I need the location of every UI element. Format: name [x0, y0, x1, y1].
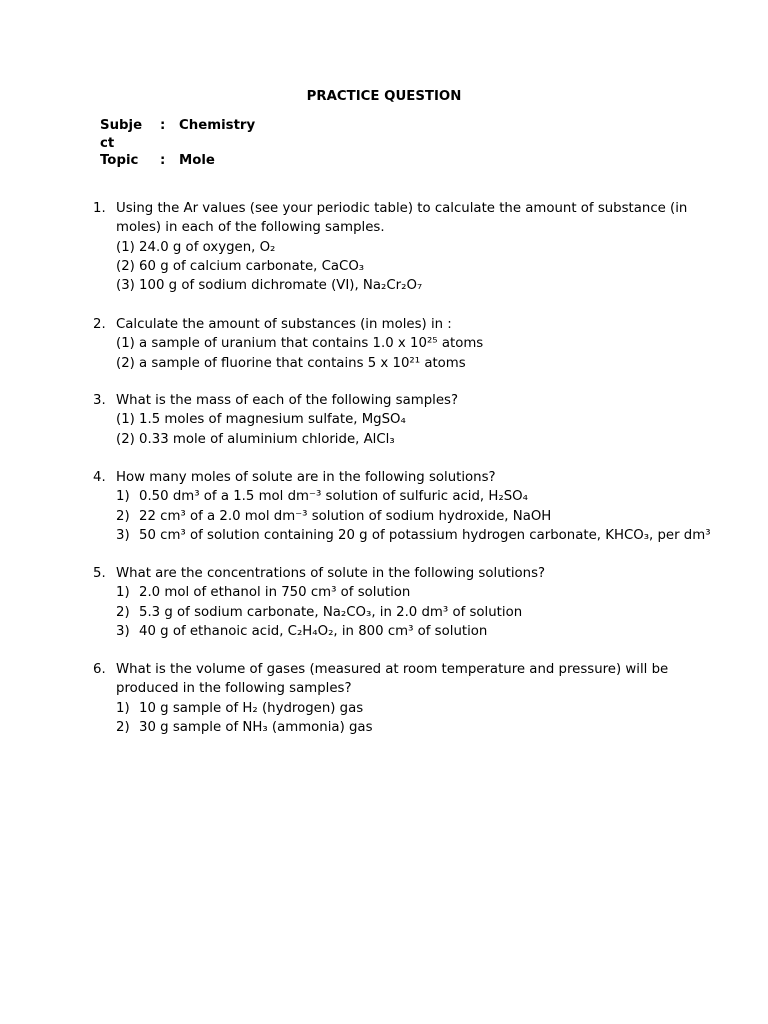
question-3 — [93, 391, 693, 449]
item-number: 2) — [116, 604, 130, 620]
item-text: 22 cm³ of a 2.0 mol dm⁻³ solution of sodium hydroxide, NaOH — [139, 508, 552, 524]
question-1 — [93, 199, 693, 295]
item-text: 5.3 g of sodium carbonate, Na₂CO₃, in 2.0 dm³ of solution — [139, 604, 523, 620]
item-text: 40 g of ethanoic acid, C₂H₄O₂, in 800 cm³ of solution — [139, 623, 488, 639]
question-item: (1) 1.5 moles of magnesium sulfate, MgSO₄ — [116, 412, 406, 428]
question-number: 3. — [93, 393, 106, 408]
question-item: (1) a sample of uranium that contains 1.0 x 10²⁵ atoms — [116, 336, 484, 352]
item-number: 1) — [116, 585, 130, 601]
question-2 — [93, 315, 693, 373]
item-number: 1) — [116, 489, 130, 505]
item-text: 50 cm³ of solution containing 20 g of potassium hydrogen carbonate, KHCO₃, per dm³ — [139, 527, 711, 543]
item-text: 0.50 dm³ of a 1.5 mol dm⁻³ solution of sulfuric acid, H₂SO₄ — [139, 489, 528, 505]
topic-label: Topic — [100, 153, 139, 168]
question-item — [116, 603, 693, 622]
question-text: What is the mass of each of the following samples? — [116, 393, 459, 408]
item-number: 1) — [116, 700, 130, 716]
question-number: 4. — [93, 470, 106, 485]
question-item: (1) 24.0 g of oxygen, O₂ — [116, 239, 276, 255]
item-number: 2) — [116, 719, 130, 735]
question-item: (2) 0.33 mole of aluminium chloride, AlCl₃ — [116, 431, 395, 447]
question-item — [116, 583, 693, 602]
question-text: What are the concentrations of solute in the following solutions? — [116, 566, 546, 581]
question-item: (3) 100 g of sodium dichromate (VI), Na₂Cr₂O₇ — [116, 278, 423, 294]
subject-value: Chemistry — [179, 118, 256, 133]
question-item — [116, 487, 693, 506]
question-number: 5. — [93, 566, 106, 581]
question-text: What is the volume of gases (measured at room temperature and pressure) will be produced in the following samples? — [116, 662, 669, 697]
question-item — [116, 622, 693, 641]
page-title: PRACTICE QUESTION — [306, 89, 462, 104]
item-text: 30 g sample of NH₃ (ammonia) gas — [139, 719, 373, 735]
question-item — [116, 718, 693, 737]
subject-colon: : — [160, 118, 166, 133]
question-text: Using the Ar values (see your periodic table) to calculate the amount of substance (in moles) in each of the following samples. — [116, 201, 688, 236]
question-6 — [93, 660, 693, 737]
question-item — [116, 507, 693, 526]
question-item: (2) a sample of fluorine that contains 5 x 10²¹ atoms — [116, 355, 466, 371]
topic-value: Mole — [179, 153, 215, 168]
topic-colon: : — [160, 153, 166, 168]
question-item: (2) 60 g of calcium carbonate, CaCO₃ — [116, 258, 365, 274]
question-text: Calculate the amount of substances (in moles) in : — [116, 317, 452, 332]
item-text: 2.0 mol of ethanol in 750 cm³ of solution — [139, 585, 411, 601]
item-number: 3) — [116, 527, 130, 543]
question-4 — [93, 468, 711, 545]
question-text: How many moles of solute are in the following solutions? — [116, 470, 496, 485]
item-number: 3) — [116, 623, 130, 639]
question-5 — [93, 564, 693, 641]
question-number: 6. — [93, 662, 106, 677]
question-item — [116, 526, 711, 545]
question-item — [116, 699, 693, 718]
item-number: 2) — [116, 508, 130, 524]
subject-label: Subject — [100, 118, 143, 151]
question-number: 1. — [93, 201, 106, 216]
item-text: 10 g sample of H₂ (hydrogen) gas — [139, 700, 364, 716]
question-number: 2. — [93, 317, 106, 332]
